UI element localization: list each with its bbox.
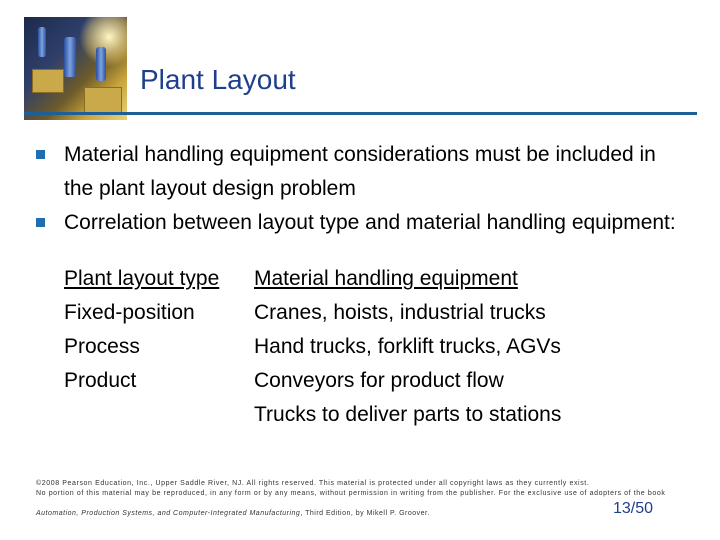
book-edition: , Third Edition, by Mikell P. Groover. xyxy=(300,510,430,517)
table-row xyxy=(64,330,561,364)
table-row xyxy=(64,398,561,432)
bullet-text: Correlation between layout type and material handling equipment: xyxy=(64,211,676,234)
table-header-row xyxy=(64,262,561,296)
equipment-cell: Hand trucks, forklift trucks, AGVs xyxy=(254,335,561,358)
equipment-cell: Trucks to deliver parts to stations xyxy=(254,403,562,426)
copyright-line: No portion of this material may be reproduced, in any form or by any means, without permission in writing from the publisher. For the exclusive use of adopters of the book xyxy=(36,490,666,497)
copyright-notice xyxy=(36,479,665,499)
layout-type-cell xyxy=(64,398,254,432)
bullet-item xyxy=(36,138,686,206)
layout-equipment-table xyxy=(64,262,561,432)
electronics-photo xyxy=(24,17,127,120)
bullet-marker-icon xyxy=(36,150,45,159)
book-title: Automation, Production Systems, and Computer-Integrated Manufacturing xyxy=(36,510,301,517)
layout-type-cell: Fixed-position xyxy=(64,301,195,324)
layout-type-cell: Product xyxy=(64,369,137,392)
title-divider xyxy=(24,112,697,115)
table-row xyxy=(64,364,561,398)
slide-title: Plant Layout xyxy=(140,64,296,95)
bullet-marker-icon xyxy=(36,218,45,227)
equipment-cell: Cranes, hoists, industrial trucks xyxy=(254,301,546,324)
equipment-cell: Conveyors for product flow xyxy=(254,369,504,392)
header-equipment: Material handling equipment xyxy=(254,267,518,290)
bullet-list xyxy=(36,138,686,240)
table-row xyxy=(64,296,561,330)
header-layout-type: Plant layout type xyxy=(64,267,220,290)
bullet-text: Material handling equipment considerations must be included in the plant layout design problem xyxy=(64,143,656,200)
page-number: 13/50 xyxy=(613,500,654,517)
book-citation xyxy=(36,510,430,517)
layout-type-cell: Process xyxy=(64,335,140,358)
copyright-line: ©2008 Pearson Education, Inc., Upper Saddle River, NJ. All rights reserved. This material is protected under all copyright laws as they currently exist. xyxy=(36,480,590,487)
bullet-item xyxy=(36,206,686,240)
